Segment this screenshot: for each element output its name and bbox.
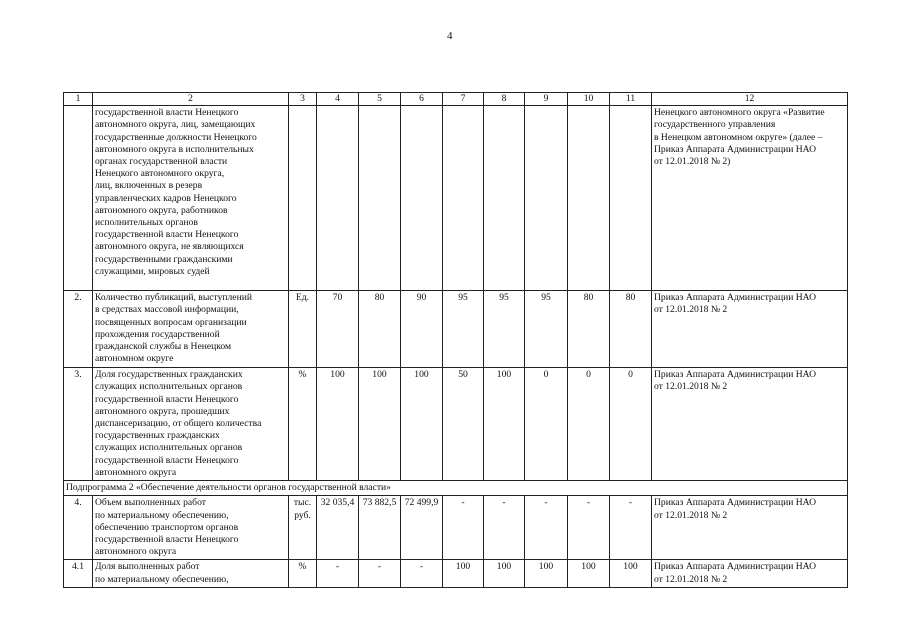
value-cell [568,106,610,291]
indicator-name: Количество публикаций, выступлений в средствах массовой информации, посвященных вопросам организации прохождения государственной гражданской службы в Ненецком автономном округе [93,291,289,368]
table-row [64,496,848,560]
value-cell: 0 [610,368,652,481]
value-cell: 80 [610,291,652,368]
value-cell: 95 [525,291,568,368]
value-cell: - [484,496,525,560]
value-cell: 80 [568,291,610,368]
value-cell [443,106,484,291]
value-cell: 70 [317,291,359,368]
table-row [64,368,848,481]
value-cell [525,106,568,291]
indicator-name: Доля государственных гражданских служащих исполнительных органов государственной власти Ненецкого автономного округа, прошедших диспансеризацию, от общего количества государственных гражданских служащих исполнительных органов государственной власти Ненецкого автономного округа [93,368,289,481]
value-cell: 72 499,9 [401,496,443,560]
value-cell [359,106,401,291]
unit-cell: тыс. руб. [289,496,317,560]
value-cell: 100 [568,560,610,587]
header-cell: 3 [289,93,317,106]
value-cell: 95 [484,291,525,368]
value-cell: - [610,496,652,560]
header-cell: 8 [484,93,525,106]
value-cell: - [359,560,401,587]
unit-cell: % [289,368,317,481]
header-cell: 11 [610,93,652,106]
subprogram-title: Подпрограмма 2 «Обеспечение деятельности органов государственной власти» [64,481,848,496]
unit-cell: % [289,560,317,587]
table-row [64,291,848,368]
header-cell: 4 [317,93,359,106]
source-cell: Приказ Аппарата Администрации НАО от 12.01.2018 № 2 [652,560,848,587]
value-cell: 100 [359,368,401,481]
value-cell: - [401,560,443,587]
value-cell: 32 035,4 [317,496,359,560]
header-cell: 7 [443,93,484,106]
row-number: 4.1 [64,560,93,587]
value-cell: - [443,496,484,560]
value-cell: 100 [610,560,652,587]
value-cell: 80 [359,291,401,368]
value-cell: 100 [484,368,525,481]
table-header-row [64,93,848,106]
header-cell: 6 [401,93,443,106]
value-cell: 50 [443,368,484,481]
unit-cell [289,106,317,291]
value-cell: 100 [443,560,484,587]
value-cell: - [317,560,359,587]
header-cell: 1 [64,93,93,106]
row-number: 2. [64,291,93,368]
value-cell: 0 [568,368,610,481]
unit-cell: Ед. [289,291,317,368]
subprogram-row [64,481,848,496]
header-cell: 9 [525,93,568,106]
value-cell: 100 [317,368,359,481]
source-cell: Приказ Аппарата Администрации НАО от 12.01.2018 № 2 [652,368,848,481]
table-row [64,560,848,587]
value-cell: 90 [401,291,443,368]
value-cell: 0 [525,368,568,481]
value-cell: 100 [484,560,525,587]
source-cell: Приказ Аппарата Администрации НАО от 12.01.2018 № 2 [652,291,848,368]
value-cell: 100 [525,560,568,587]
row-number [64,106,93,291]
value-cell [484,106,525,291]
row-number: 4. [64,496,93,560]
value-cell: - [568,496,610,560]
value-cell [317,106,359,291]
value-cell: 95 [443,291,484,368]
table-row [64,106,848,291]
value-cell [610,106,652,291]
header-cell: 5 [359,93,401,106]
value-cell [401,106,443,291]
row-number: 3. [64,368,93,481]
header-cell: 2 [93,93,289,106]
indicator-name: Доля выполненных работ по материальному обеспечению, [93,560,289,587]
source-cell: Ненецкого автономного округа «Развитие государственного управления в Ненецком автономном округе» (далее – Приказ Аппарата Администрации НАО от 12.01.2018 № 2) [652,106,848,291]
value-cell: 73 882,5 [359,496,401,560]
header-cell: 10 [568,93,610,106]
source-cell: Приказ Аппарата Администрации НАО от 12.01.2018 № 2 [652,496,848,560]
indicator-name: Объем выполненных работ по материальному обеспечению, обеспечению транспортом органов государственной власти Ненецкого автономного округа [93,496,289,560]
value-cell: - [525,496,568,560]
indicators-table [63,92,848,588]
value-cell: 100 [401,368,443,481]
page-number: 4 [447,30,453,42]
header-cell: 12 [652,93,848,106]
indicator-name: государственной власти Ненецкого автономного округа, лиц, замещающих государственные должности Ненецкого автономного округа в исполнительных органах государственной власти Ненецкого автономного округа, лиц, включенных в резерв управленческих кадров Ненецкого автономного округа, работников исполнительных органов государственной власти Ненецкого автономного округа, не являющихся государственными гражданскими служащими, мировых судей [93,106,289,291]
